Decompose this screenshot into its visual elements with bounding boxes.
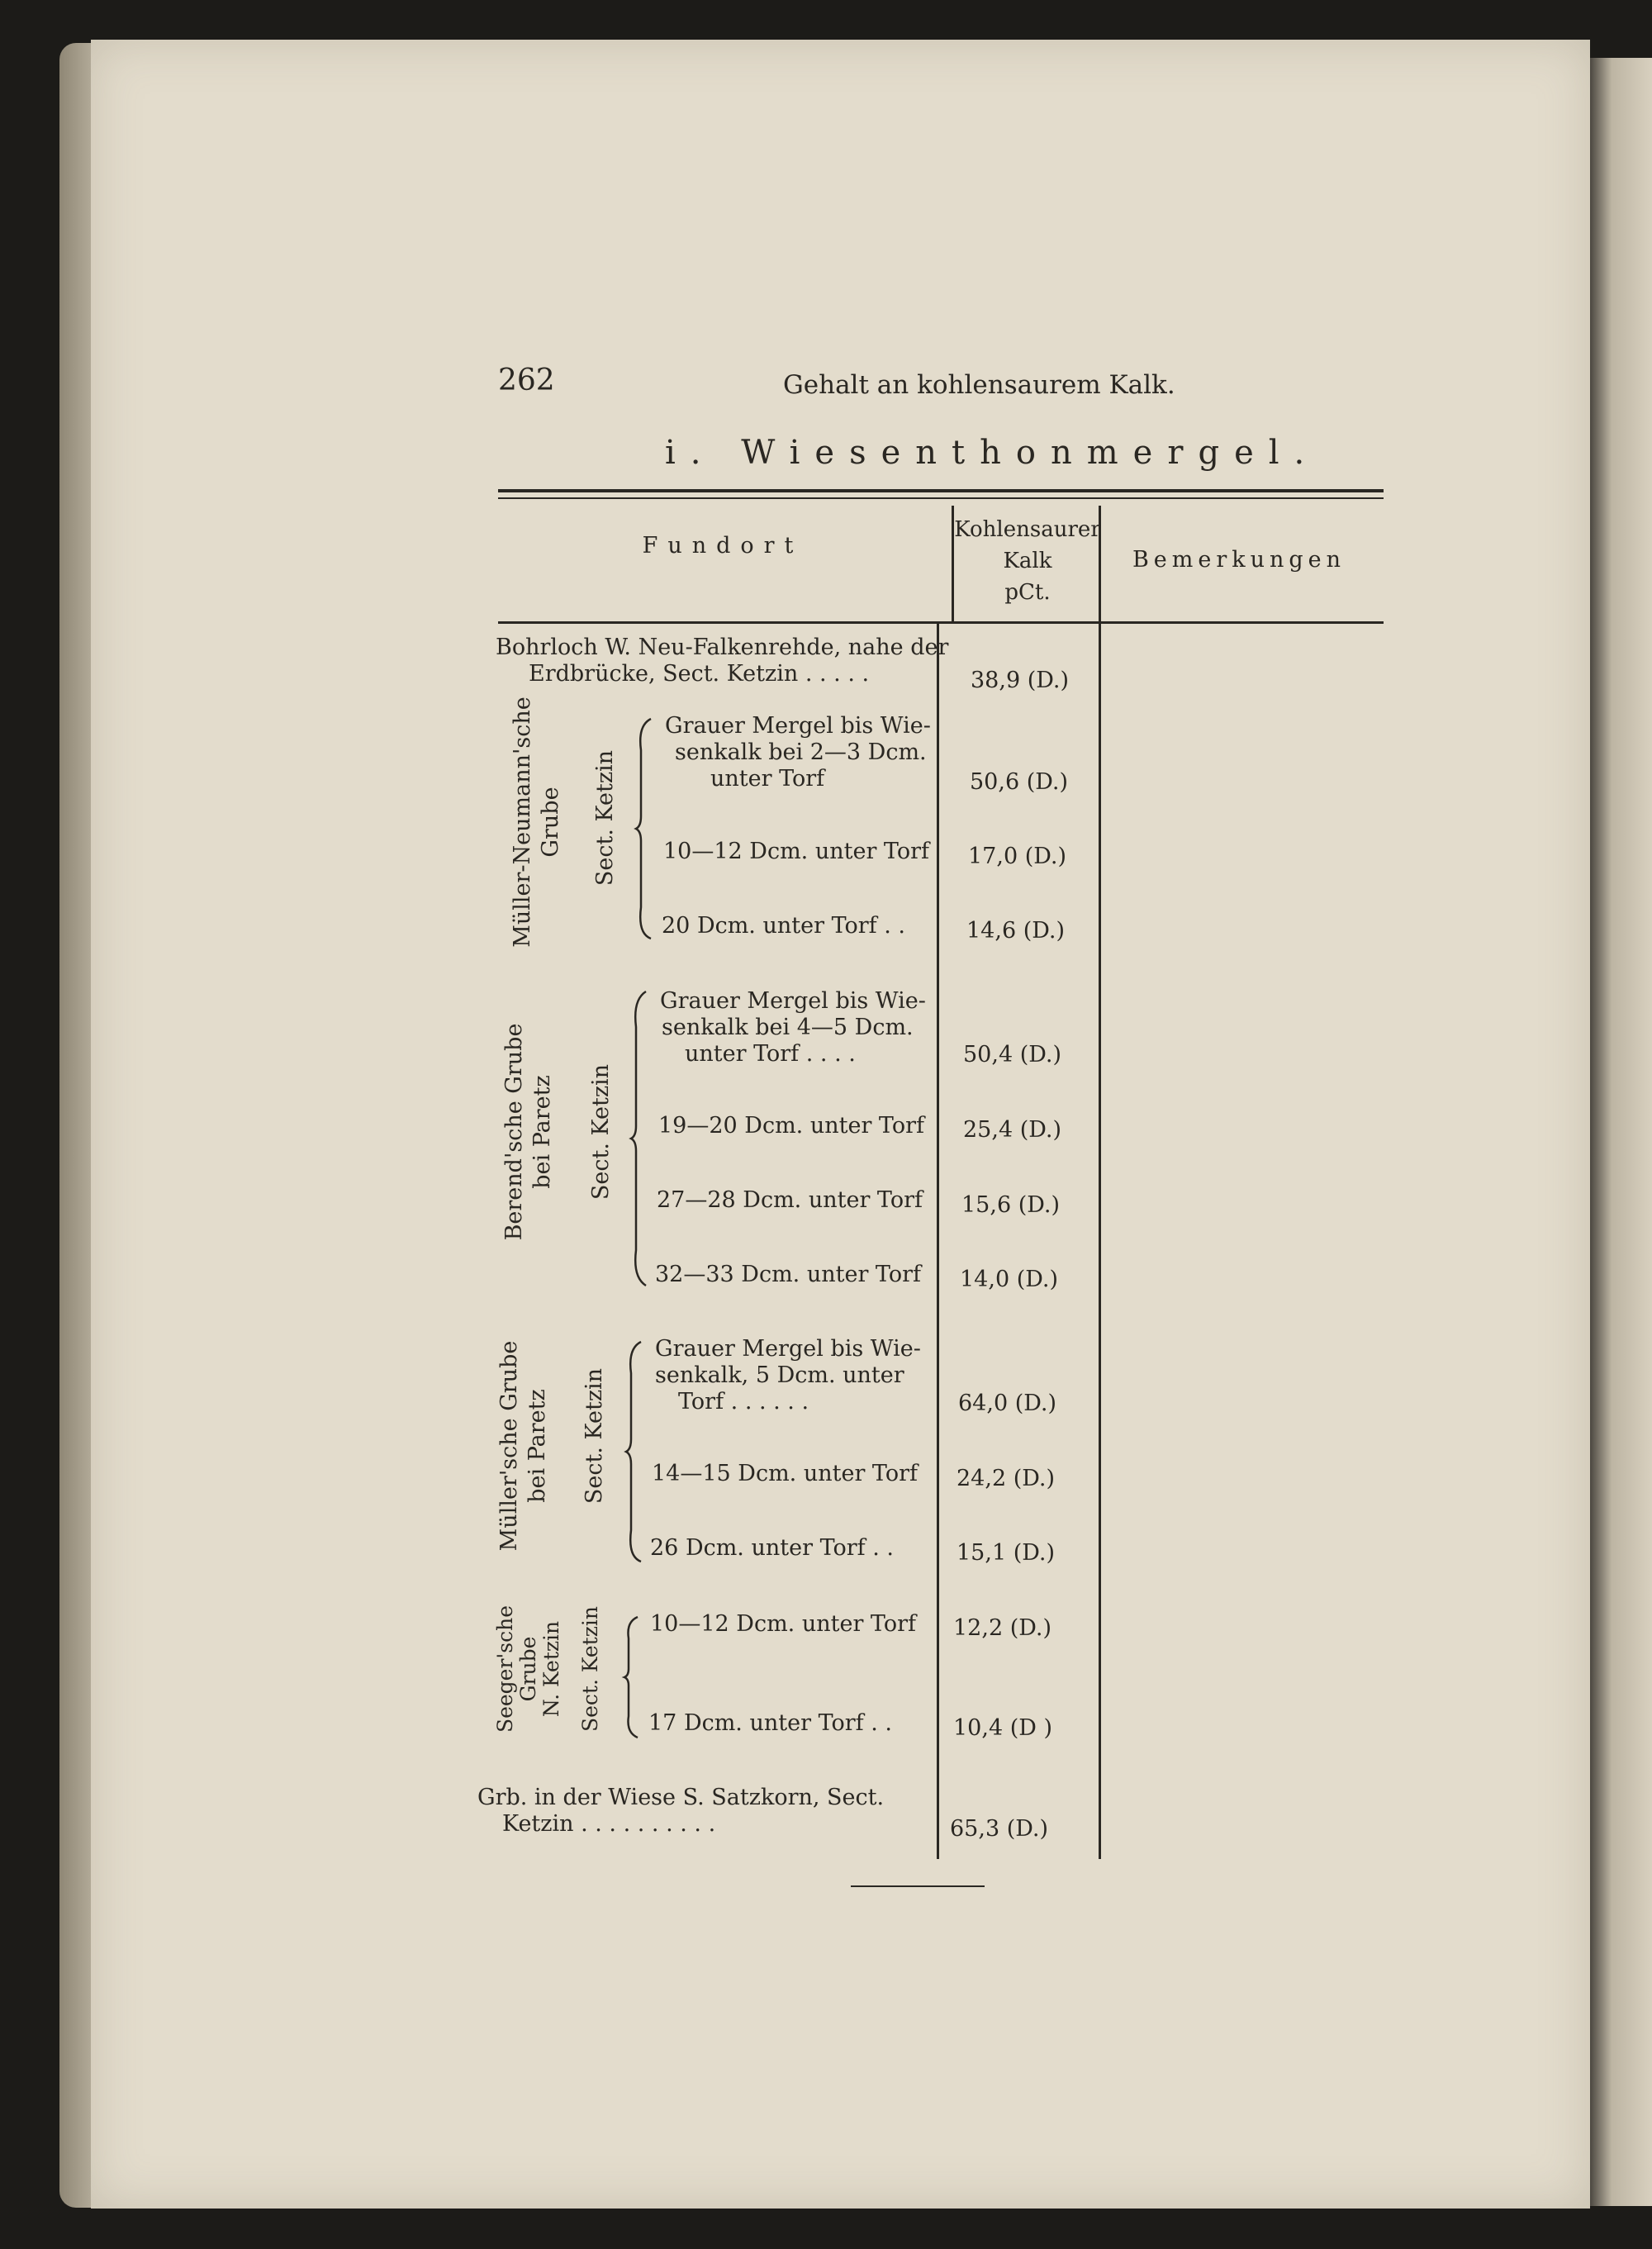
row-value: 14,0 (D.) <box>960 1267 1059 1292</box>
table-row: 10—12 Dcm. unter Torf <box>663 839 929 864</box>
brace-group1 <box>633 717 657 940</box>
table-row: Grauer Mergel bis Wie- senkalk, 5 Dcm. unter Torf . . . . . . <box>655 1336 921 1415</box>
group-label-berend: Berend'sche Grube bei Paretz <box>501 1023 555 1241</box>
group-sect-label: Sect. Ketzin <box>588 1063 614 1201</box>
column-header-kalk-line1: Kohlensaurer <box>954 517 1101 542</box>
table-row: 27—28 Dcm. unter Torf <box>657 1187 923 1213</box>
column-divider-remarks <box>1099 506 1101 1859</box>
row-value: 24,2 (D.) <box>957 1466 1056 1491</box>
row-value: 14,6 (D.) <box>966 918 1066 944</box>
row-value: 64,0 (D.) <box>958 1391 1057 1416</box>
row-value: 25,4 (D.) <box>963 1117 1062 1143</box>
group-label-mueller-neumann: Müller-Neumann'sche Grube <box>510 697 563 948</box>
column-header-kalk-line3: pCt. <box>1004 580 1051 605</box>
row-value: 38,9 (D.) <box>971 668 1070 693</box>
row-value: 12,2 (D.) <box>953 1615 1052 1641</box>
column-header-kalk-line2: Kalk <box>1003 549 1052 573</box>
table-row: Grauer Mergel bis Wie- senkalk bei 2—3 Dcm. unter Torf <box>665 713 931 792</box>
table-row: 26 Dcm. unter Torf . . <box>650 1535 894 1561</box>
group-label-seeger: Seeger'sche Grube N. Ketzin <box>493 1605 563 1733</box>
group-sect-label: Sect. Ketzin <box>578 1606 602 1732</box>
row-value: 50,6 (D.) <box>970 769 1069 795</box>
table-row: Grb. in der Wiese S. Satzkorn, Sect. Ketzin . . . . . . . . . . <box>477 1785 885 1837</box>
row-value: 15,6 (D.) <box>961 1192 1061 1218</box>
row-value: 17,0 (D.) <box>968 844 1067 869</box>
table-row: 32—33 Dcm. unter Torf <box>655 1262 921 1287</box>
table-row <box>496 635 948 687</box>
row-text-line: Bohrloch W. Neu-Falkenrehde, nahe der <box>496 635 949 660</box>
brace-group3 <box>623 1340 648 1563</box>
next-page-edge <box>1590 58 1652 2206</box>
table-header-rule <box>498 621 1384 624</box>
column-header-bemerkungen: Bemerkungen <box>1132 547 1346 573</box>
table-top-rule-thick <box>498 489 1384 492</box>
table-top-rule-thin <box>498 497 1384 499</box>
row-text-line: Erdbrücke, Sect. Ketzin . . . . . <box>529 661 870 687</box>
table-row: 14—15 Dcm. unter Torf <box>652 1461 918 1486</box>
row-value: 10,4 (D ) <box>953 1715 1052 1741</box>
page-number: 262 <box>498 364 555 397</box>
closing-rule <box>851 1885 985 1887</box>
running-head: Gehalt an kohlensaurem Kalk. <box>783 370 1175 400</box>
row-value: 15,1 (D.) <box>957 1540 1056 1566</box>
group-sect-label: Sect. Ketzin <box>592 749 618 887</box>
table-row: 17 Dcm. unter Torf . . <box>648 1710 892 1736</box>
row-value: 50,4 (D.) <box>963 1042 1062 1067</box>
table-row: 20 Dcm. unter Torf . . <box>662 913 905 939</box>
row-value: 65,3 (D.) <box>950 1816 1049 1842</box>
group-label-mueller: Müller'sche Grube bei Paretz <box>496 1340 550 1552</box>
table-row: Grauer Mergel bis Wie- senkalk bei 4—5 Dcm. unter Torf . . . . <box>660 988 926 1067</box>
column-divider-value-body <box>937 624 939 1859</box>
brace-group4 <box>621 1615 644 1739</box>
table-row: 19—20 Dcm. unter Torf <box>658 1113 924 1139</box>
table-row: 10—12 Dcm. unter Torf <box>650 1611 916 1637</box>
column-header-fundort: Fundort <box>642 533 804 559</box>
group-sect-label: Sect. Ketzin <box>582 1367 607 1505</box>
brace-group2 <box>628 990 653 1287</box>
column-header-kalk <box>953 514 1102 608</box>
section-title: i. Wiesenthonmergel. <box>665 434 1320 472</box>
